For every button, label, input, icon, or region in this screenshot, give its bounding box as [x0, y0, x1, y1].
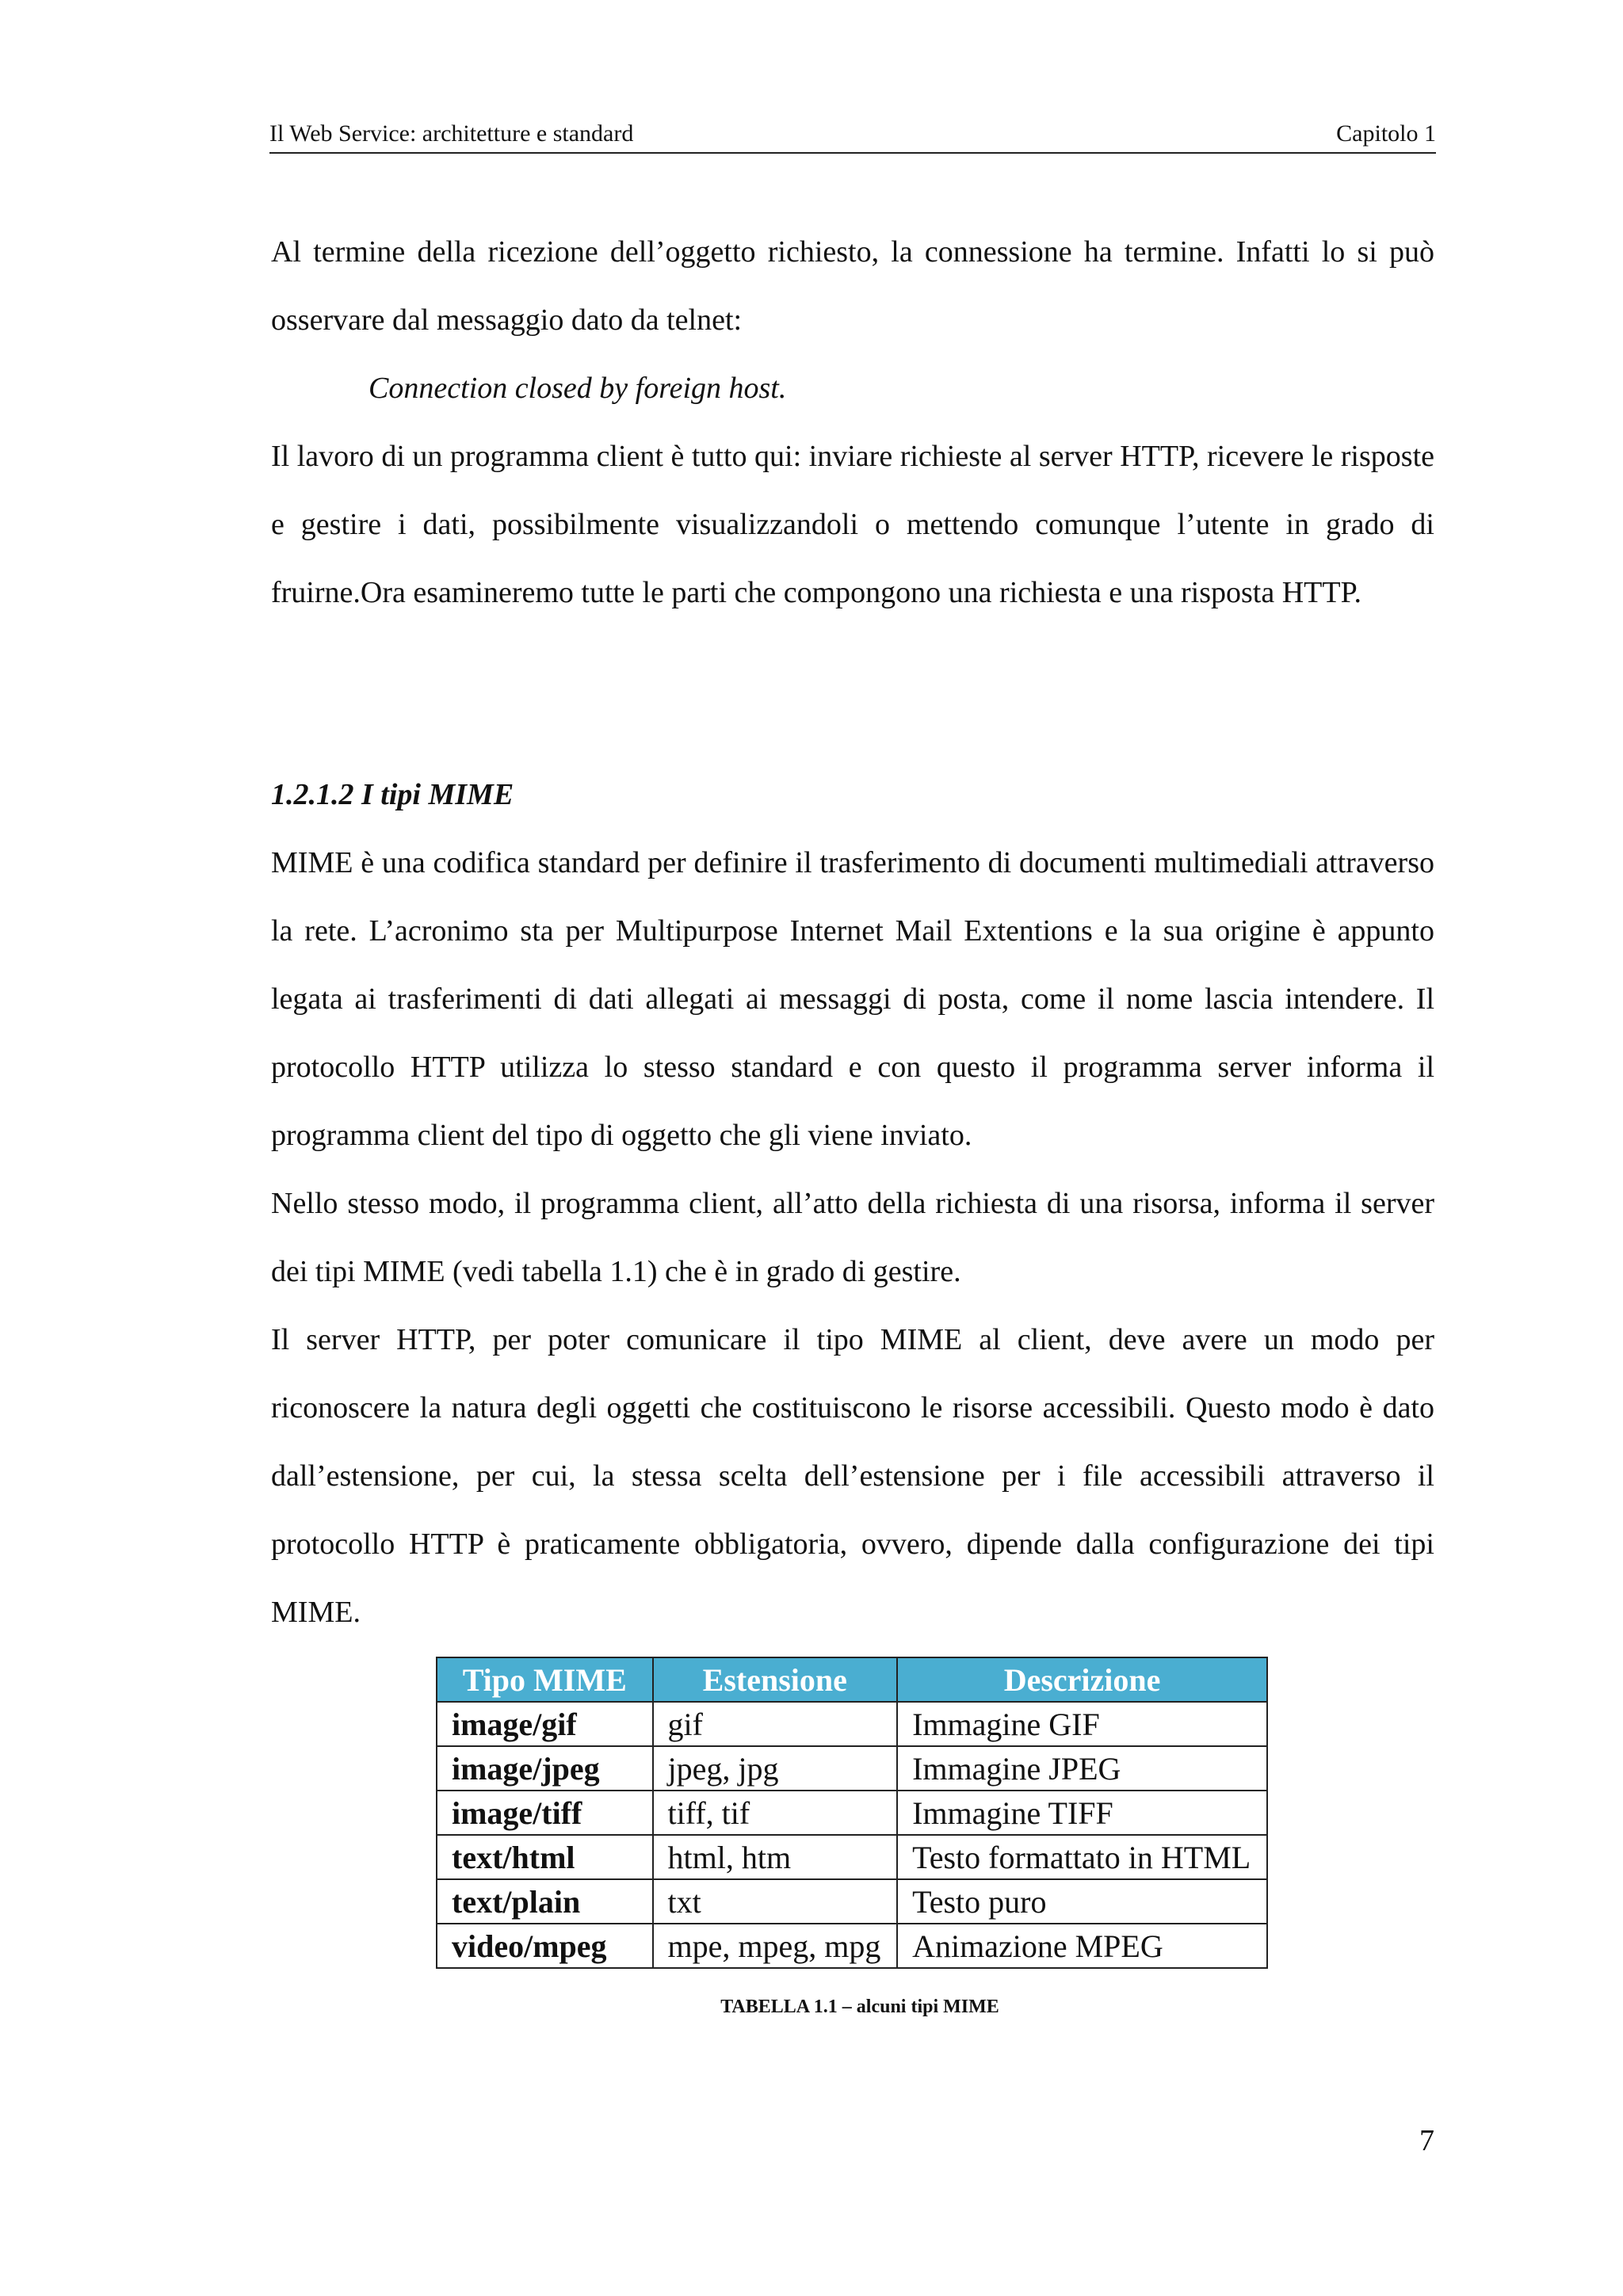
- cell-mime-type: video/mpeg: [437, 1924, 653, 1968]
- cell-extension: tiff, tif: [653, 1791, 898, 1835]
- table-row: [437, 1791, 1267, 1835]
- table-row: [437, 1746, 1267, 1791]
- table-row: [437, 1879, 1267, 1924]
- header-title: Il Web Service: architetture e standard: [269, 120, 634, 147]
- paragraph-client-mime: Nello stesso modo, il programma client, all’atto della richiesta di una risorsa, informa il server dei tipi MIME (vedi tabella 1.1) che è in grado di gestire.: [271, 1187, 1434, 1288]
- page-number: 7: [1419, 2124, 1434, 2157]
- table-header-row: [437, 1657, 1267, 1702]
- paragraph-client-program: Il lavoro di un programma client è tutto qui: inviare richieste al server HTTP, ricevere le risposte e gestire i dati, possibilmente visualizzandoli o mettendo comunque l’utente in grado di fruirne.Ora esamineremo tutte le parti che compongono una richiesta e una risposta HTTP.: [271, 440, 1434, 609]
- paragraph-connection-end: Al termine della ricezione dell’oggetto richiesto, la connessione ha termine. Infatti lo si può osservare dal messaggio dato da telnet:: [271, 235, 1434, 337]
- cell-description: Testo formattato in HTML: [897, 1835, 1267, 1879]
- cell-description: Testo puro: [897, 1879, 1267, 1924]
- cell-description: Immagine TIFF: [897, 1791, 1267, 1835]
- cell-description: Immagine JPEG: [897, 1746, 1267, 1791]
- column-header-extension: Estensione: [653, 1657, 898, 1702]
- section-heading: 1.2.1.2 I tipi MIME: [271, 778, 514, 811]
- cell-extension: jpeg, jpg: [653, 1746, 898, 1791]
- header-chapter: Capitolo 1: [1336, 120, 1436, 147]
- table-caption: TABELLA 1.1 – alcuni tipi MIME: [720, 1997, 999, 2017]
- cell-mime-type: image/tiff: [437, 1791, 653, 1835]
- cell-mime-type: text/html: [437, 1835, 653, 1879]
- cell-description: Animazione MPEG: [897, 1924, 1267, 1968]
- table-row: [437, 1924, 1267, 1968]
- paragraph-server-mime: Il server HTTP, per poter comunicare il tipo MIME al client, deve avere un modo per riconoscere la natura degli oggetti che costituiscono le risorse accessibili. Questo modo è dato dall’estensione, per cui, la stessa scelta dell’estensione per i file accessibili attraverso il protocollo HTTP è praticamente obbligatoria, ovvero, dipende dalla configurazione dei tipi MIME.: [271, 1323, 1434, 1629]
- cell-description: Immagine GIF: [897, 1702, 1267, 1746]
- cell-extension: txt: [653, 1879, 898, 1924]
- telnet-message-quote: Connection closed by foreign host.: [369, 372, 787, 405]
- cell-mime-type: image/gif: [437, 1702, 653, 1746]
- cell-extension: gif: [653, 1702, 898, 1746]
- cell-mime-type: image/jpeg: [437, 1746, 653, 1791]
- column-header-type: Tipo MIME: [437, 1657, 653, 1702]
- cell-mime-type: text/plain: [437, 1879, 653, 1924]
- running-header: [269, 116, 1436, 154]
- cell-extension: html, htm: [653, 1835, 898, 1879]
- cell-extension: mpe, mpeg, mpg: [653, 1924, 898, 1968]
- table-row: [437, 1702, 1267, 1746]
- mime-types-table: [436, 1657, 1268, 1969]
- column-header-description: Descrizione: [897, 1657, 1267, 1702]
- paragraph-mime-definition: MIME è una codifica standard per definire il trasferimento di documenti multimediali attraverso la rete. L’acronimo sta per Multipurpose Internet Mail Extentions e la sua origine è appunto legata ai trasferimenti di dati allegati ai messaggi di posta, come il nome lascia intendere. Il protocollo HTTP utilizza lo stesso standard e con questo il programma server informa il programma client del tipo di oggetto che gli viene inviato.: [271, 846, 1434, 1152]
- table-row: [437, 1835, 1267, 1879]
